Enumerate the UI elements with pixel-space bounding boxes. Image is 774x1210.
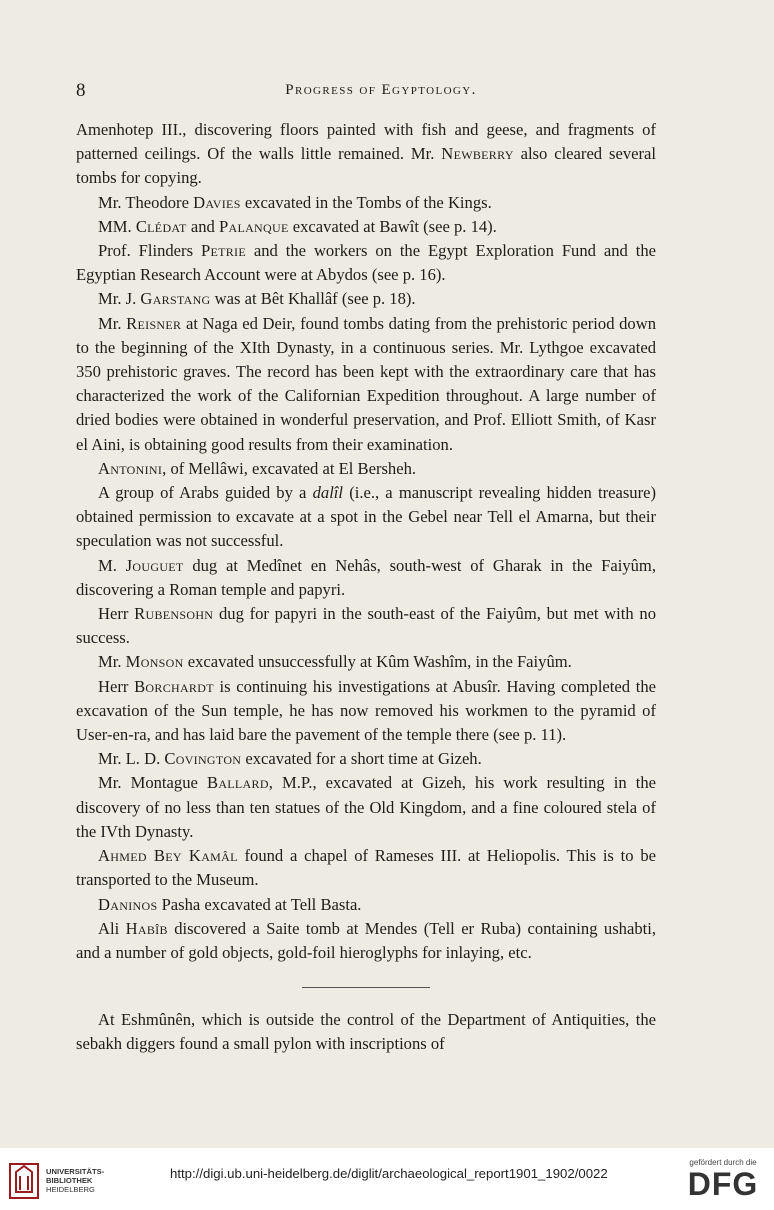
body-text	[76, 118, 656, 1057]
uni-line-2: BIBLIOTHEK	[46, 1176, 93, 1185]
dfg-funder-logo[interactable]	[682, 1158, 764, 1204]
text-run: , of Mellâwi, excavated at El Bersheh.	[162, 458, 417, 478]
name-small-caps: Daninos	[98, 894, 158, 914]
dfg-logo-text: DFG	[687, 1166, 759, 1202]
section-divider	[302, 987, 430, 988]
paragraph-p9	[76, 602, 656, 650]
uni-line-3: HEIDELBERG	[46, 1185, 95, 1194]
text-run: Herr	[98, 604, 135, 624]
text-run: discovered a Saite tomb at Mendes (Tell er Ruba) containing ushabti, and a number of gold objects, gold-foil hieroglyphs for inlaying, etc.	[76, 918, 656, 962]
name-small-caps: Garstang	[140, 289, 211, 309]
name-small-caps: Ballard	[206, 773, 269, 793]
name-small-caps: Petrie	[200, 241, 246, 261]
text-run: Ali	[98, 918, 126, 938]
paragraph-p1	[76, 191, 656, 215]
permalink-url[interactable]: http://digi.ub.uni-heidelberg.de/diglit/archaeological_report1901_1902/0022	[170, 1166, 608, 1181]
text-run: Mr. Montague	[98, 773, 207, 793]
text-run: dug for papyri in the south-east of the Faiyûm, but met with no success.	[76, 604, 656, 648]
text-run: was at Bêt Khallâf (see p. 18).	[210, 289, 416, 309]
name-small-caps: Palanque	[218, 216, 289, 236]
text-run: (i.e., a manuscript revealing hidden treasure) obtained permission to excavate at a spot in the Gebel near Tell el Amarna, but their speculation was not successful.	[76, 483, 656, 551]
paragraph-list	[76, 118, 656, 965]
paragraph-p5	[76, 312, 656, 457]
text-run: excavated in the Tombs of the Kings.	[240, 192, 492, 212]
paragraph-p10	[76, 650, 656, 674]
funder-caption: gefördert durch die	[689, 1158, 757, 1167]
text-run: excavated at Bawît (see p. 14).	[288, 216, 497, 236]
name-small-caps: Habîb	[125, 918, 168, 938]
text-run: Amenhotep III., discovering floors painted with fish and geese, and fragments of patterned ceilings. Of the walls little remained. Mr.	[76, 120, 656, 164]
text-run: Mr.	[98, 652, 126, 672]
text-run: and	[186, 216, 219, 236]
text-run: Mr.	[98, 313, 127, 333]
text-run: is continuing his investigations at Abusîr. Having completed the excavation of the Sun temple, he has now removed his workmen to the pyramid of User-en-ra, and has laid bare the pavement of the temple there (see p. 11).	[76, 676, 656, 745]
name-small-caps: Monson	[125, 652, 184, 672]
text-run: , M.P., excavated at Gizeh, his work resulting in the discovery of no less than ten statues of the Old Kingdom, and a fine coloured stela of the IVth Dynasty.	[76, 773, 656, 841]
university-library-logo[interactable]	[8, 1162, 118, 1202]
text-run: excavated for a short time at Gizeh.	[241, 749, 482, 769]
text-run: MM.	[98, 216, 136, 236]
closing-paragraph	[76, 1008, 656, 1056]
paragraph-p2	[76, 215, 656, 239]
text-run: Prof. Flinders	[98, 241, 201, 261]
text-run: also cleared several tombs for copying.	[76, 144, 656, 188]
university-name	[46, 1167, 104, 1194]
paragraph-p0	[76, 118, 656, 191]
text-run: Mr. L. D.	[98, 749, 165, 769]
page-header	[76, 80, 656, 106]
name-small-caps: Davies	[193, 192, 241, 212]
paragraph-p14	[76, 844, 656, 892]
paragraph-p15	[76, 893, 656, 917]
text-run: Pasha excavated at Tell Basta.	[157, 894, 362, 914]
paragraph-p16	[76, 917, 656, 965]
name-small-caps: Jouguet	[125, 555, 184, 575]
text-run: Mr. Theodore	[98, 192, 194, 212]
name-small-caps: Ahmed Bey Kamâl	[98, 846, 238, 866]
paragraph-p13	[76, 771, 656, 844]
text-run: Herr	[98, 676, 135, 696]
heidelberg-seal-icon	[8, 1162, 40, 1200]
text-run: dug at Medînet en Nehâs, south-west of Gharak in the Faiyûm, discovering a Roman temple and papyri.	[76, 555, 656, 599]
name-small-caps: Antonini	[98, 458, 163, 478]
name-small-caps: Reisner	[126, 313, 182, 333]
paragraph-p6	[76, 457, 656, 481]
running-title: Progress of Egyptology.	[285, 82, 477, 98]
text-run: at Naga ed Deir, found tombs dating from the prehistoric period down to the beginning of the XIth Dynasty, in a continuous series. Mr. Lythgoe excavated 350 prehistoric graves. The record has been kept with the extraordinary care that has characterized the work of the Californian Expedition throughout. A large number of dried bodies were obtained in wonderful preservation, and Prof. Elliott Smith, of Kasr el Aini, is obtaining good results from their examination.	[76, 313, 656, 454]
paragraph-p8	[76, 554, 656, 602]
name-small-caps: Borchardt	[134, 676, 214, 696]
text-run: Mr. J.	[98, 289, 141, 309]
text-run: found a chapel of Rameses III. at Heliopolis. This is to be transported to the Museum.	[76, 846, 657, 890]
name-small-caps: Covington	[164, 749, 242, 769]
paragraph-p3	[76, 239, 656, 287]
page-number: 8	[76, 80, 86, 101]
paragraph-p7	[76, 481, 656, 554]
paragraph-p4	[76, 287, 656, 311]
name-small-caps: Clédat	[135, 216, 187, 236]
uni-line-1: UNIVERSITÄTS-	[46, 1167, 105, 1176]
footer-bar	[0, 1148, 774, 1210]
text-run: and the workers on the Egypt Exploration Fund and the Egyptian Research Account were at Abydos (see p. 16).	[76, 241, 656, 285]
text-run: excavated unsuccessfully at Kûm Washîm, in the Faiyûm.	[183, 652, 572, 672]
paragraph-p11	[76, 675, 656, 748]
italic-term: dalîl	[312, 483, 344, 503]
name-small-caps: Newberry	[441, 144, 514, 164]
name-small-caps: Rubensohn	[134, 604, 214, 624]
text-run: M.	[98, 555, 126, 575]
text-run: A group of Arabs guided by a	[98, 483, 313, 503]
text-run: At Eshmûnên, which is outside the control of the Department of Antiquities, the sebakh diggers found a small pylon with inscriptions of	[76, 1010, 656, 1054]
paragraph-p12	[76, 747, 656, 771]
